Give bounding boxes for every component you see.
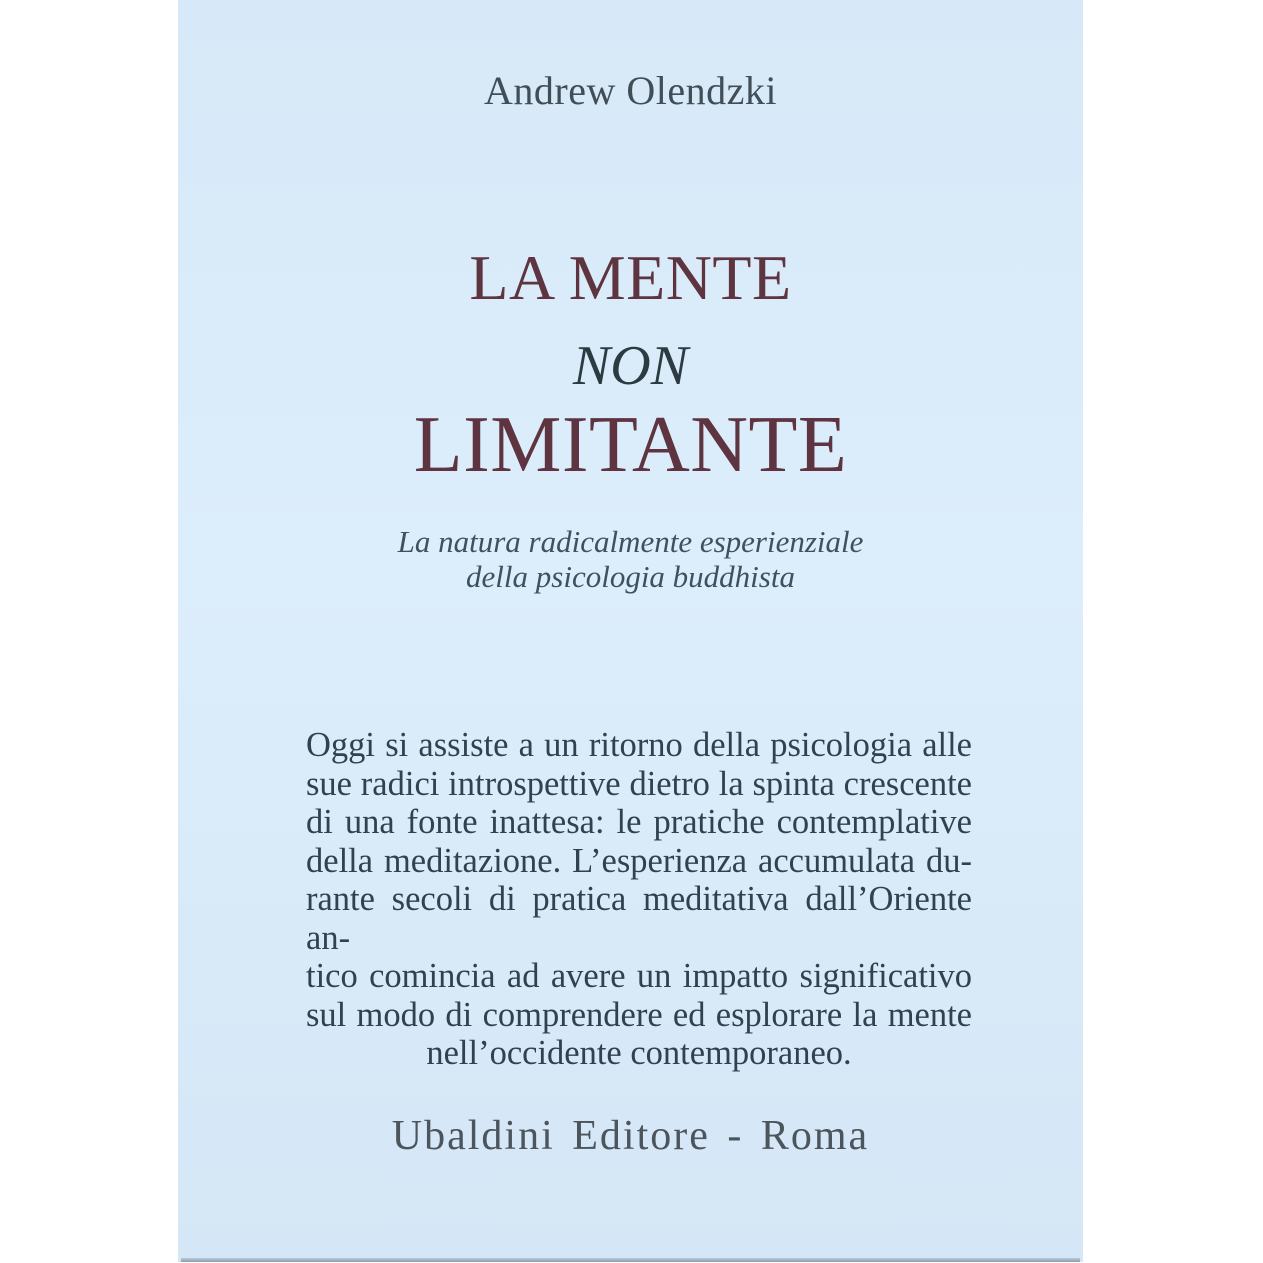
book-cover: [178, 0, 1083, 1262]
blurb-line: della meditazione. L’esperienza accumulata du-: [306, 841, 972, 880]
blurb-line: Oggi si assiste a un ritorno della psicologia alle: [306, 726, 972, 764]
publisher-imprint: Ubaldini Editore - Roma: [391, 1113, 870, 1159]
blurb-line: di una fonte inattesa: le pratiche contemplative: [306, 803, 972, 841]
blurb-line: sul modo di comprendere ed esplorare la mente: [306, 995, 972, 1034]
blurb-line: rante secoli di pratica meditativa dall’Oriente an-: [306, 880, 972, 957]
book-subtitle: [178, 524, 1083, 594]
blurb-line: sue radici introspettive dietro la spinta crescente: [306, 764, 972, 803]
subtitle-line-1: La natura radicalmente esperienziale: [397, 524, 864, 559]
blurb-line: tico comincia ad avere un impatto significativo: [306, 957, 972, 995]
back-blurb-paragraph: [306, 726, 972, 1073]
author-name: Andrew Olendzki: [484, 68, 777, 113]
book-title-line-3: LIMITANTE: [413, 401, 848, 489]
book-title-line-2: NON: [572, 335, 689, 397]
blurb-line: nell’occidente contemporaneo.: [426, 1034, 852, 1072]
subtitle-line-2: della psicologia buddhista: [466, 559, 795, 594]
book-title-line-1: LA MENTE: [469, 242, 792, 313]
cover-bottom-edge: [181, 1258, 1080, 1262]
